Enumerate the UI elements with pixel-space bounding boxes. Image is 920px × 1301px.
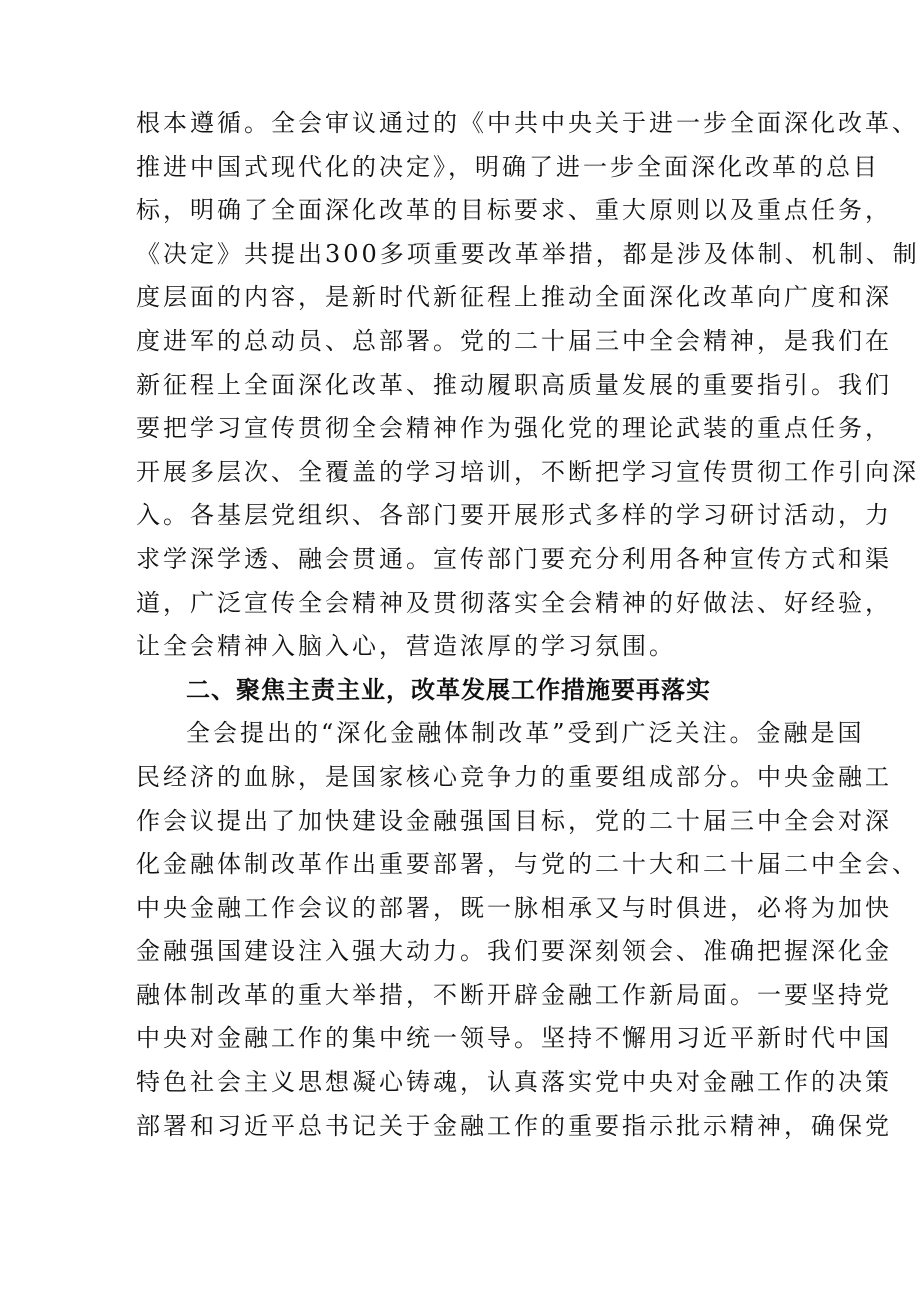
paragraph-line: 部署和习近平总书记关于金融工作的重要指示批示精神，确保党 bbox=[136, 1111, 892, 1140]
section-heading: 二、聚焦主责主业，改革发展工作措施要再落实 bbox=[186, 675, 711, 704]
paragraph-line: 道，广泛宣传全会精神及贯彻落实全会精神的好做法、好经验， bbox=[136, 588, 892, 617]
paragraph-line: 度进军的总动员、总部署。党的二十届三中全会精神，是我们在 bbox=[136, 326, 892, 355]
paragraph-line: 让全会精神入脑入心，营造浓厚的学习氛围。 bbox=[136, 632, 676, 661]
paragraph-line: 作会议提出了加快建设金融强国目标，党的二十届三中全会对深 bbox=[136, 806, 892, 835]
paragraph-line: 根本遵循。全会审议通过的《中共中央关于进一步全面深化改革、 bbox=[136, 109, 919, 137]
paragraph-line: 标，明确了全面深化改革的目标要求、重大原则以及重点任务， bbox=[136, 196, 892, 225]
paragraph-line: 特色社会主义思想凝心铸魂，认真落实党中央对金融工作的决策 bbox=[136, 1068, 892, 1097]
paragraph-line: 全会提出的“深化金融体制改革”受到广泛关注。金融是国 bbox=[186, 719, 865, 748]
paragraph-line: 中央金融工作会议的部署，既一脉相承又与时俱进，必将为加快 bbox=[136, 893, 892, 922]
paragraph-line: 金融强国建设注入强大动力。我们要深刻领会、准确把握深化金 bbox=[136, 937, 892, 966]
paragraph-line: 融体制改革的重大举措，不断开辟金融工作新局面。一要坚持党 bbox=[136, 980, 892, 1009]
paragraph-line: 推进中国式现代化的决定》，明确了进一步全面深化改革的总目 bbox=[136, 152, 880, 181]
paragraph-line: 求学深学透、融会贯通。宣传部门要充分利用各种宣传方式和渠 bbox=[136, 544, 892, 573]
paragraph-line: 民经济的血脉，是国家核心竞争力的重要组成部分。中央金融工 bbox=[136, 762, 892, 791]
paragraph-line: 《决定》共提出300多项重要改革举措，都是涉及体制、机制、制 bbox=[136, 239, 920, 268]
paragraph-2 bbox=[136, 712, 919, 1148]
paragraph-line: 入。各基层党组织、各部门要开展形式多样的学习研讨活动，力 bbox=[136, 501, 892, 530]
paragraph-line: 开展多层次、全覆盖的学习培训，不断把学习宣传贯彻工作引向深 bbox=[136, 457, 919, 486]
paragraph-line: 化金融体制改革作出重要部署，与党的二十大和二十届二中全会、 bbox=[136, 850, 919, 879]
paragraph-line: 新征程上全面深化改革、推动履职高质量发展的重要指引。我们 bbox=[136, 370, 892, 399]
document-body bbox=[136, 102, 920, 1148]
paragraph-line: 度层面的内容，是新时代新征程上推动全面深化改革向广度和深 bbox=[136, 283, 892, 312]
paragraph-line: 要把学习宣传贯彻全会精神作为强化党的理论武装的重点任务， bbox=[136, 414, 892, 443]
paragraph-1 bbox=[136, 102, 920, 669]
paragraph-line: 中央对金融工作的集中统一领导。坚持不懈用习近平新时代中国 bbox=[136, 1024, 892, 1053]
